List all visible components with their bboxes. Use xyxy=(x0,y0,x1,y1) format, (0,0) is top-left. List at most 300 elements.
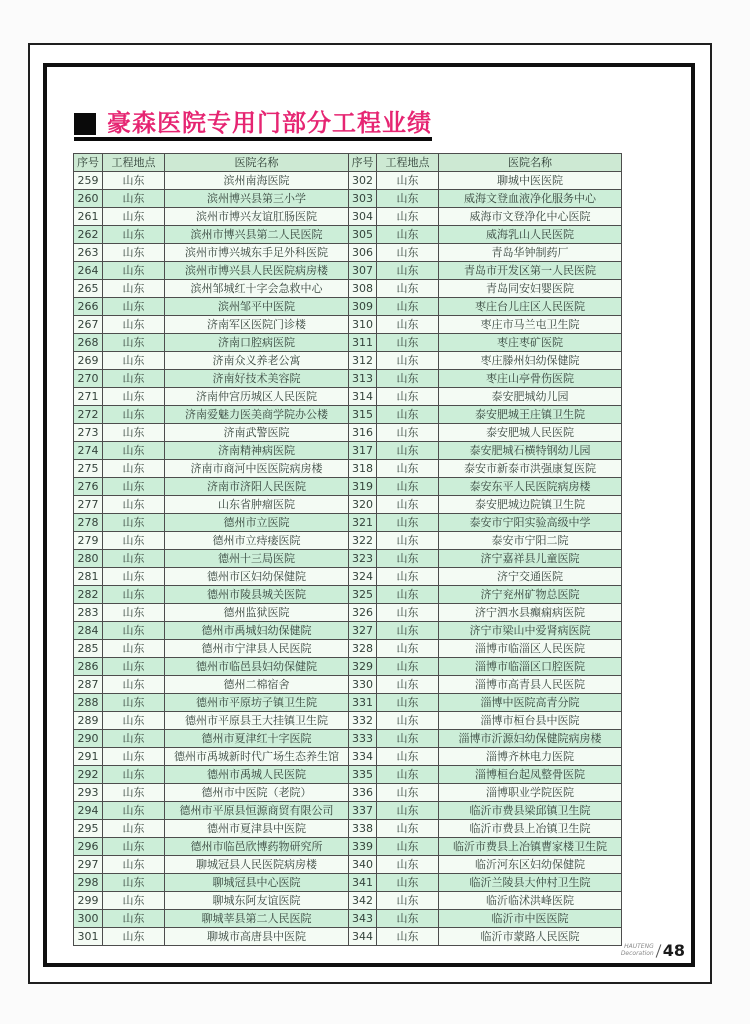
serial-cell: 283 xyxy=(74,604,103,622)
serial-cell: 322 xyxy=(349,532,377,550)
serial-cell: 344 xyxy=(349,928,377,946)
location-cell: 山东 xyxy=(103,406,165,424)
table-row xyxy=(74,478,622,496)
hospital-name-cell: 德州监狱医院 xyxy=(165,604,349,622)
location-cell: 山东 xyxy=(377,658,439,676)
table-row xyxy=(74,370,622,388)
hospital-name-cell: 德州市夏津县中医院 xyxy=(165,820,349,838)
location-cell: 山东 xyxy=(377,550,439,568)
serial-cell: 273 xyxy=(74,424,103,442)
serial-cell: 306 xyxy=(349,244,377,262)
hospital-name-cell: 德州市平原县王大挂镇卫生院 xyxy=(165,712,349,730)
serial-cell: 314 xyxy=(349,388,377,406)
hospital-name-cell: 德州市立医院 xyxy=(165,514,349,532)
table-row xyxy=(74,316,622,334)
location-cell: 山东 xyxy=(377,604,439,622)
hospital-name-cell: 济南众义养老公寓 xyxy=(165,352,349,370)
location-cell: 山东 xyxy=(377,694,439,712)
location-cell: 山东 xyxy=(377,280,439,298)
location-cell: 山东 xyxy=(377,532,439,550)
hospital-name-cell: 济南精神病医院 xyxy=(165,442,349,460)
serial-cell: 334 xyxy=(349,748,377,766)
serial-cell: 311 xyxy=(349,334,377,352)
location-cell: 山东 xyxy=(377,730,439,748)
table-header-row xyxy=(74,154,622,172)
serial-cell: 302 xyxy=(349,172,377,190)
serial-cell: 271 xyxy=(74,388,103,406)
location-cell: 山东 xyxy=(103,838,165,856)
serial-cell: 328 xyxy=(349,640,377,658)
hospital-name-cell: 聊城冠县人民医院病房楼 xyxy=(165,856,349,874)
location-cell: 山东 xyxy=(103,820,165,838)
hospital-name-cell: 淄博市沂源妇幼保健院病房楼 xyxy=(439,730,622,748)
serial-cell: 332 xyxy=(349,712,377,730)
location-cell: 山东 xyxy=(377,928,439,946)
hospital-name-cell: 青岛华钟制药厂 xyxy=(439,244,622,262)
location-cell: 山东 xyxy=(377,568,439,586)
page-number: 48 xyxy=(662,941,685,960)
table-row xyxy=(74,640,622,658)
table-row xyxy=(74,586,622,604)
location-cell: 山东 xyxy=(377,442,439,460)
table-row xyxy=(74,532,622,550)
table-row xyxy=(74,658,622,676)
table-row xyxy=(74,208,622,226)
serial-cell: 343 xyxy=(349,910,377,928)
location-cell: 山东 xyxy=(377,172,439,190)
serial-cell: 263 xyxy=(74,244,103,262)
location-cell: 山东 xyxy=(377,676,439,694)
table-row xyxy=(74,334,622,352)
location-cell: 山东 xyxy=(377,190,439,208)
hospital-name-cell: 泰安肥城王庄镇卫生院 xyxy=(439,406,622,424)
hospital-name-cell: 聊城市高唐县中医院 xyxy=(165,928,349,946)
location-cell: 山东 xyxy=(103,352,165,370)
serial-cell: 280 xyxy=(74,550,103,568)
location-cell: 山东 xyxy=(103,766,165,784)
location-cell: 山东 xyxy=(377,748,439,766)
hospital-name-cell: 聊城莘县第二人民医院 xyxy=(165,910,349,928)
location-cell: 山东 xyxy=(103,388,165,406)
location-cell: 山东 xyxy=(377,838,439,856)
serial-cell: 321 xyxy=(349,514,377,532)
serial-cell: 261 xyxy=(74,208,103,226)
serial-cell: 262 xyxy=(74,226,103,244)
serial-cell: 312 xyxy=(349,352,377,370)
location-cell: 山东 xyxy=(103,676,165,694)
table-row xyxy=(74,712,622,730)
hospital-name-cell: 济宁交通医院 xyxy=(439,568,622,586)
table-row xyxy=(74,622,622,640)
table-row xyxy=(74,226,622,244)
serial-cell: 330 xyxy=(349,676,377,694)
hospital-name-cell: 淄博市临淄区人民医院 xyxy=(439,640,622,658)
hospital-name-cell: 泰安东平人民医院病房楼 xyxy=(439,478,622,496)
serial-cell: 294 xyxy=(74,802,103,820)
serial-cell: 268 xyxy=(74,334,103,352)
location-cell: 山东 xyxy=(103,712,165,730)
serial-cell: 288 xyxy=(74,694,103,712)
hospital-name-cell: 泰安市宁阳二院 xyxy=(439,532,622,550)
location-cell: 山东 xyxy=(103,532,165,550)
hospital-name-cell: 泰安肥城人民医院 xyxy=(439,424,622,442)
table-row xyxy=(74,172,622,190)
hospital-name-cell: 德州十三局医院 xyxy=(165,550,349,568)
hospital-name-cell: 滨州市博兴城东手足外科医院 xyxy=(165,244,349,262)
serial-cell: 309 xyxy=(349,298,377,316)
location-cell: 山东 xyxy=(103,316,165,334)
serial-cell: 298 xyxy=(74,874,103,892)
table-row xyxy=(74,748,622,766)
table-body xyxy=(74,172,622,946)
serial-cell: 281 xyxy=(74,568,103,586)
location-cell: 山东 xyxy=(103,262,165,280)
serial-cell: 326 xyxy=(349,604,377,622)
location-cell: 山东 xyxy=(377,586,439,604)
header-location-right: 工程地点 xyxy=(377,154,439,172)
location-cell: 山东 xyxy=(103,514,165,532)
header-serial-left: 序号 xyxy=(74,154,103,172)
hospital-name-cell: 淄博市临淄区口腔医院 xyxy=(439,658,622,676)
hospital-name-cell: 淄博中医院高青分院 xyxy=(439,694,622,712)
page-outer-frame xyxy=(28,43,712,984)
projects-table xyxy=(73,153,622,946)
location-cell: 山东 xyxy=(103,910,165,928)
hospital-name-cell: 临沂河东区妇幼保健院 xyxy=(439,856,622,874)
location-cell: 山东 xyxy=(377,874,439,892)
table-row xyxy=(74,910,622,928)
serial-cell: 337 xyxy=(349,802,377,820)
hospital-name-cell: 济南武警医院 xyxy=(165,424,349,442)
location-cell: 山东 xyxy=(377,208,439,226)
hospital-name-cell: 威海市文登净化中心医院 xyxy=(439,208,622,226)
serial-cell: 284 xyxy=(74,622,103,640)
serial-cell: 307 xyxy=(349,262,377,280)
hospital-name-cell: 济宁泗水县癫痫病医院 xyxy=(439,604,622,622)
table-row xyxy=(74,766,622,784)
table-row xyxy=(74,856,622,874)
hospital-name-cell: 济宁嘉祥县儿童医院 xyxy=(439,550,622,568)
serial-cell: 279 xyxy=(74,532,103,550)
serial-cell: 318 xyxy=(349,460,377,478)
hospital-name-cell: 滨州邹城红十字会急救中心 xyxy=(165,280,349,298)
serial-cell: 310 xyxy=(349,316,377,334)
location-cell: 山东 xyxy=(103,784,165,802)
hospital-name-cell: 德州二棉宿舍 xyxy=(165,676,349,694)
page-title: 豪森医院专用门部分工程业绩 xyxy=(107,109,432,137)
table-row xyxy=(74,352,622,370)
hospital-name-cell: 德州市禹城新时代广场生态养生馆 xyxy=(165,748,349,766)
location-cell: 山东 xyxy=(103,442,165,460)
hospital-name-cell: 聊城东阿友谊医院 xyxy=(165,892,349,910)
table-row xyxy=(74,676,622,694)
hospital-name-cell: 德州市中医院（老院） xyxy=(165,784,349,802)
serial-cell: 269 xyxy=(74,352,103,370)
serial-cell: 274 xyxy=(74,442,103,460)
serial-cell: 295 xyxy=(74,820,103,838)
serial-cell: 340 xyxy=(349,856,377,874)
serial-cell: 341 xyxy=(349,874,377,892)
hospital-name-cell: 德州市立痔瘘医院 xyxy=(165,532,349,550)
location-cell: 山东 xyxy=(103,370,165,388)
location-cell: 山东 xyxy=(103,892,165,910)
hospital-name-cell: 聊城冠县中心医院 xyxy=(165,874,349,892)
location-cell: 山东 xyxy=(377,244,439,262)
table-row xyxy=(74,928,622,946)
location-cell: 山东 xyxy=(103,478,165,496)
location-cell: 山东 xyxy=(103,334,165,352)
serial-cell: 308 xyxy=(349,280,377,298)
location-cell: 山东 xyxy=(377,370,439,388)
location-cell: 山东 xyxy=(103,802,165,820)
serial-cell: 286 xyxy=(74,658,103,676)
location-cell: 山东 xyxy=(103,622,165,640)
table-row xyxy=(74,874,622,892)
table-row xyxy=(74,604,622,622)
serial-cell: 260 xyxy=(74,190,103,208)
hospital-name-cell: 枣庄山亭骨伤医院 xyxy=(439,370,622,388)
serial-cell: 275 xyxy=(74,460,103,478)
serial-cell: 282 xyxy=(74,586,103,604)
table-row xyxy=(74,730,622,748)
serial-cell: 290 xyxy=(74,730,103,748)
table-row xyxy=(74,820,622,838)
table-row xyxy=(74,550,622,568)
serial-cell: 331 xyxy=(349,694,377,712)
table-row xyxy=(74,838,622,856)
serial-cell: 301 xyxy=(74,928,103,946)
hospital-name-cell: 淄博市高青县人民医院 xyxy=(439,676,622,694)
table-row xyxy=(74,514,622,532)
location-cell: 山东 xyxy=(377,514,439,532)
location-cell: 山东 xyxy=(377,388,439,406)
serial-cell: 303 xyxy=(349,190,377,208)
location-cell: 山东 xyxy=(103,190,165,208)
serial-cell: 313 xyxy=(349,370,377,388)
location-cell: 山东 xyxy=(377,892,439,910)
location-cell: 山东 xyxy=(377,460,439,478)
location-cell: 山东 xyxy=(103,460,165,478)
serial-cell: 336 xyxy=(349,784,377,802)
hospital-name-cell: 德州市陵县城关医院 xyxy=(165,586,349,604)
location-cell: 山东 xyxy=(377,298,439,316)
location-cell: 山东 xyxy=(103,298,165,316)
location-cell: 山东 xyxy=(103,424,165,442)
hospital-name-cell: 泰安肥城边院镇卫生院 xyxy=(439,496,622,514)
header-location-left: 工程地点 xyxy=(103,154,165,172)
hospital-name-cell: 淄博桓台起凤整骨医院 xyxy=(439,766,622,784)
serial-cell: 291 xyxy=(74,748,103,766)
serial-cell: 265 xyxy=(74,280,103,298)
location-cell: 山东 xyxy=(377,496,439,514)
location-cell: 山东 xyxy=(103,730,165,748)
location-cell: 山东 xyxy=(377,478,439,496)
table-row xyxy=(74,568,622,586)
serial-cell: 325 xyxy=(349,586,377,604)
location-cell: 山东 xyxy=(103,640,165,658)
hospital-name-cell: 德州市禹城人民医院 xyxy=(165,766,349,784)
serial-cell: 305 xyxy=(349,226,377,244)
serial-cell: 276 xyxy=(74,478,103,496)
hospital-name-cell: 德州市临邑县妇幼保健院 xyxy=(165,658,349,676)
hospital-name-cell: 德州市平原县恒源商贸有限公司 xyxy=(165,802,349,820)
hospital-name-cell: 临沂临沭洪峰医院 xyxy=(439,892,622,910)
footer-divider xyxy=(655,944,661,957)
location-cell: 山东 xyxy=(377,712,439,730)
hospital-name-cell: 枣庄台儿庄区人民医院 xyxy=(439,298,622,316)
serial-cell: 270 xyxy=(74,370,103,388)
location-cell: 山东 xyxy=(103,226,165,244)
table-row xyxy=(74,244,622,262)
hospital-name-cell: 临沂市蒙路人民医院 xyxy=(439,928,622,946)
serial-cell: 287 xyxy=(74,676,103,694)
serial-cell: 304 xyxy=(349,208,377,226)
serial-cell: 324 xyxy=(349,568,377,586)
location-cell: 山东 xyxy=(103,928,165,946)
serial-cell: 285 xyxy=(74,640,103,658)
serial-cell: 319 xyxy=(349,478,377,496)
serial-cell: 333 xyxy=(349,730,377,748)
hospital-name-cell: 德州市临邑欣博药物研究所 xyxy=(165,838,349,856)
location-cell: 山东 xyxy=(377,424,439,442)
serial-cell: 266 xyxy=(74,298,103,316)
table-row xyxy=(74,802,622,820)
location-cell: 山东 xyxy=(103,244,165,262)
page-inner-frame xyxy=(43,63,695,967)
serial-cell: 320 xyxy=(349,496,377,514)
location-cell: 山东 xyxy=(103,496,165,514)
location-cell: 山东 xyxy=(103,208,165,226)
table-row xyxy=(74,280,622,298)
location-cell: 山东 xyxy=(103,550,165,568)
hospital-name-cell: 淄博职业学院医院 xyxy=(439,784,622,802)
hospital-name-cell: 德州市区妇幼保健院 xyxy=(165,568,349,586)
serial-cell: 299 xyxy=(74,892,103,910)
hospital-name-cell: 泰安市新泰市洪强康复医院 xyxy=(439,460,622,478)
title-block xyxy=(74,111,432,141)
hospital-name-cell: 济南仲宫历城区人民医院 xyxy=(165,388,349,406)
header-hospital-left: 医院名称 xyxy=(165,154,349,172)
serial-cell: 296 xyxy=(74,838,103,856)
serial-cell: 316 xyxy=(349,424,377,442)
hospital-name-cell: 德州市宁津县人民医院 xyxy=(165,640,349,658)
table-row xyxy=(74,442,622,460)
hospital-name-cell: 威海乳山人民医院 xyxy=(439,226,622,244)
location-cell: 山东 xyxy=(103,586,165,604)
hospital-name-cell: 临沂兰陵县大仲村卫生院 xyxy=(439,874,622,892)
hospital-name-cell: 济宁兖州矿物总医院 xyxy=(439,586,622,604)
table-row xyxy=(74,694,622,712)
table-row xyxy=(74,784,622,802)
hospital-name-cell: 淄博齐林电力医院 xyxy=(439,748,622,766)
hospital-name-cell: 济南市济阳人民医院 xyxy=(165,478,349,496)
serial-cell: 338 xyxy=(349,820,377,838)
header-hospital-right: 医院名称 xyxy=(439,154,622,172)
table-row xyxy=(74,262,622,280)
hospital-name-cell: 德州市禹城妇幼保健院 xyxy=(165,622,349,640)
hospital-name-cell: 滨州南海医院 xyxy=(165,172,349,190)
location-cell: 山东 xyxy=(377,856,439,874)
table-row xyxy=(74,892,622,910)
location-cell: 山东 xyxy=(103,172,165,190)
table-row xyxy=(74,496,622,514)
location-cell: 山东 xyxy=(377,640,439,658)
serial-cell: 300 xyxy=(74,910,103,928)
table-row xyxy=(74,298,622,316)
page-footer xyxy=(621,943,685,959)
hospital-name-cell: 德州市夏津红十字医院 xyxy=(165,730,349,748)
location-cell: 山东 xyxy=(377,820,439,838)
table-row xyxy=(74,388,622,406)
hospital-name-cell: 临沂市中医医院 xyxy=(439,910,622,928)
location-cell: 山东 xyxy=(103,604,165,622)
serial-cell: 327 xyxy=(349,622,377,640)
hospital-name-cell: 济南口腔病医院 xyxy=(165,334,349,352)
hospital-name-cell: 青岛同安妇婴医院 xyxy=(439,280,622,298)
table-row xyxy=(74,460,622,478)
title-square-marker xyxy=(74,113,96,135)
serial-cell: 317 xyxy=(349,442,377,460)
hospital-name-cell: 泰安肥城石横特钢幼儿园 xyxy=(439,442,622,460)
location-cell: 山东 xyxy=(377,226,439,244)
footer-brand: HAUTENG Decoration xyxy=(620,943,654,957)
hospital-name-cell: 济南军区医院门诊楼 xyxy=(165,316,349,334)
serial-cell: 264 xyxy=(74,262,103,280)
hospital-name-cell: 临沂市费县上冶镇曹家楼卫生院 xyxy=(439,838,622,856)
hospital-name-cell: 滨州博兴县第三小学 xyxy=(165,190,349,208)
table-row xyxy=(74,424,622,442)
hospital-name-cell: 淄博市桓台县中医院 xyxy=(439,712,622,730)
hospital-name-cell: 滨州邹平中医院 xyxy=(165,298,349,316)
serial-cell: 293 xyxy=(74,784,103,802)
location-cell: 山东 xyxy=(377,334,439,352)
location-cell: 山东 xyxy=(103,568,165,586)
table-row xyxy=(74,406,622,424)
location-cell: 山东 xyxy=(103,658,165,676)
hospital-name-cell: 威海文登血液净化服务中心 xyxy=(439,190,622,208)
serial-cell: 272 xyxy=(74,406,103,424)
hospital-name-cell: 济南市商河中医医院病房楼 xyxy=(165,460,349,478)
hospital-name-cell: 聊城中医医院 xyxy=(439,172,622,190)
serial-cell: 342 xyxy=(349,892,377,910)
location-cell: 山东 xyxy=(103,694,165,712)
serial-cell: 339 xyxy=(349,838,377,856)
location-cell: 山东 xyxy=(103,874,165,892)
serial-cell: 297 xyxy=(74,856,103,874)
serial-cell: 292 xyxy=(74,766,103,784)
serial-cell: 289 xyxy=(74,712,103,730)
table-row xyxy=(74,190,622,208)
hospital-name-cell: 临沂市费县上冶镇卫生院 xyxy=(439,820,622,838)
location-cell: 山东 xyxy=(377,766,439,784)
serial-cell: 259 xyxy=(74,172,103,190)
hospital-name-cell: 泰安肥城幼儿园 xyxy=(439,388,622,406)
location-cell: 山东 xyxy=(377,784,439,802)
hospital-name-cell: 临沂市费县梁邱镇卫生院 xyxy=(439,802,622,820)
hospital-name-cell: 济南爱魅力医美商学院办公楼 xyxy=(165,406,349,424)
serial-cell: 315 xyxy=(349,406,377,424)
serial-cell: 335 xyxy=(349,766,377,784)
location-cell: 山东 xyxy=(103,280,165,298)
serial-cell: 329 xyxy=(349,658,377,676)
hospital-name-cell: 青岛市开发区第一人民医院 xyxy=(439,262,622,280)
location-cell: 山东 xyxy=(377,262,439,280)
location-cell: 山东 xyxy=(103,748,165,766)
serial-cell: 278 xyxy=(74,514,103,532)
hospital-name-cell: 山东省肿瘤医院 xyxy=(165,496,349,514)
serial-cell: 277 xyxy=(74,496,103,514)
hospital-name-cell: 德州市平原坊子镇卫生院 xyxy=(165,694,349,712)
